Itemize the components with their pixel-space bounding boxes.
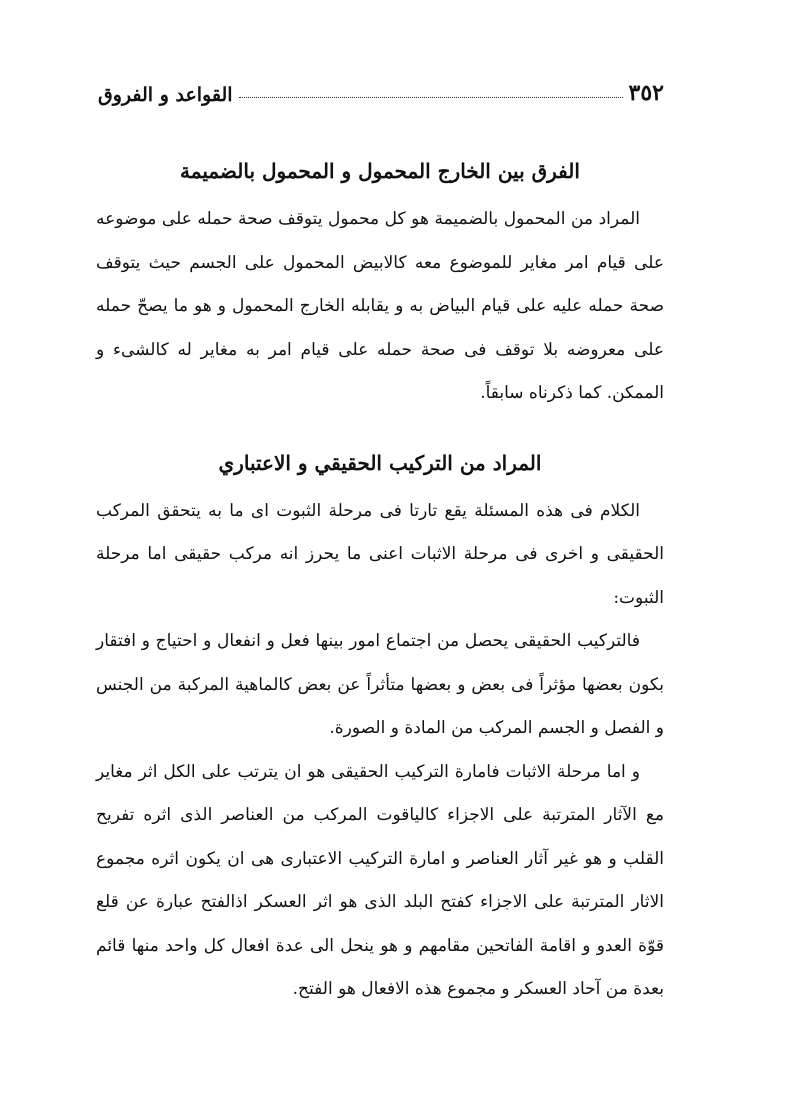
paragraph: المراد من المحمول بالضميمة هو كل محمول يتوقف صحة حمله على موضوعه على قيام امر مغاير للموضوع معه كالابيض المحمول على الجسم حيث يتوقف صحة حمله عليه على قيام البياض به و يقابله الخارج المحمول و هو ما يصحّ حمله على معروضه بلا توقف فى صحة حمله على قيام امر به مغاير له كالشىء و الممكن. كما ذكرناه سابقاً. [96, 209, 664, 403]
running-title: القواعد و الفروق [98, 84, 233, 106]
page-header [98, 66, 664, 106]
section-2 [96, 446, 664, 1012]
page-content [96, 140, 664, 1012]
paragraph: فالتركيب الحقيقى يحصل من اجتماع امور بينها فعل و انفعال و احتياج و افتقار بكون بعضها مؤثراً فى بعض و بعضها متأثراً عن بعض كالماهية المركبة من الجنس و الفصل و الجسم المركب من المادة و الصورة. [96, 631, 664, 738]
paragraph: الكلام فى هذه المسئلة يقع تارتا فى مرحلة الثبوت اى ما به يتحقق المركب الحقيقى و اخرى فى مرحلة الاثبات اعنى ما يحرز انه مركب حقيقى اما مرحلة الثبوت: [96, 500, 664, 608]
section-heading: المراد من التركيب الحقيقي و الاعتباري [218, 450, 542, 475]
page-number: ٣٥٢ [628, 80, 664, 106]
paragraph: و اما مرحلة الاثبات فامارة التركيب الحقيقى هو ان يترتب على الكل اثر مغاير مع الآثار المترتبة على الاجزاء كالياقوت المركب من العناصر الذى اثره تفريح القلب و هو غير آثار العناصر و امارة التركيب الاعتبارى هى ان يكون اثره مجموع الاثار المترتبة على الاجزاء كفتح البلد الذى هو اثر العسكر اذالفتح عبارة عن قلع قوّة العدو و اقامة الفاتحين مقامهم و هو ينحل الى عدة افعال كل واحد منها قائم بعدة من آحاد العسكر و مجموع هذه الافعال هو الفتح. [96, 761, 664, 999]
dotted-leader [239, 97, 623, 98]
section-heading: الفرق بين الخارج المحمول و المحمول بالضميمة [180, 159, 580, 183]
section-1 [96, 154, 664, 416]
